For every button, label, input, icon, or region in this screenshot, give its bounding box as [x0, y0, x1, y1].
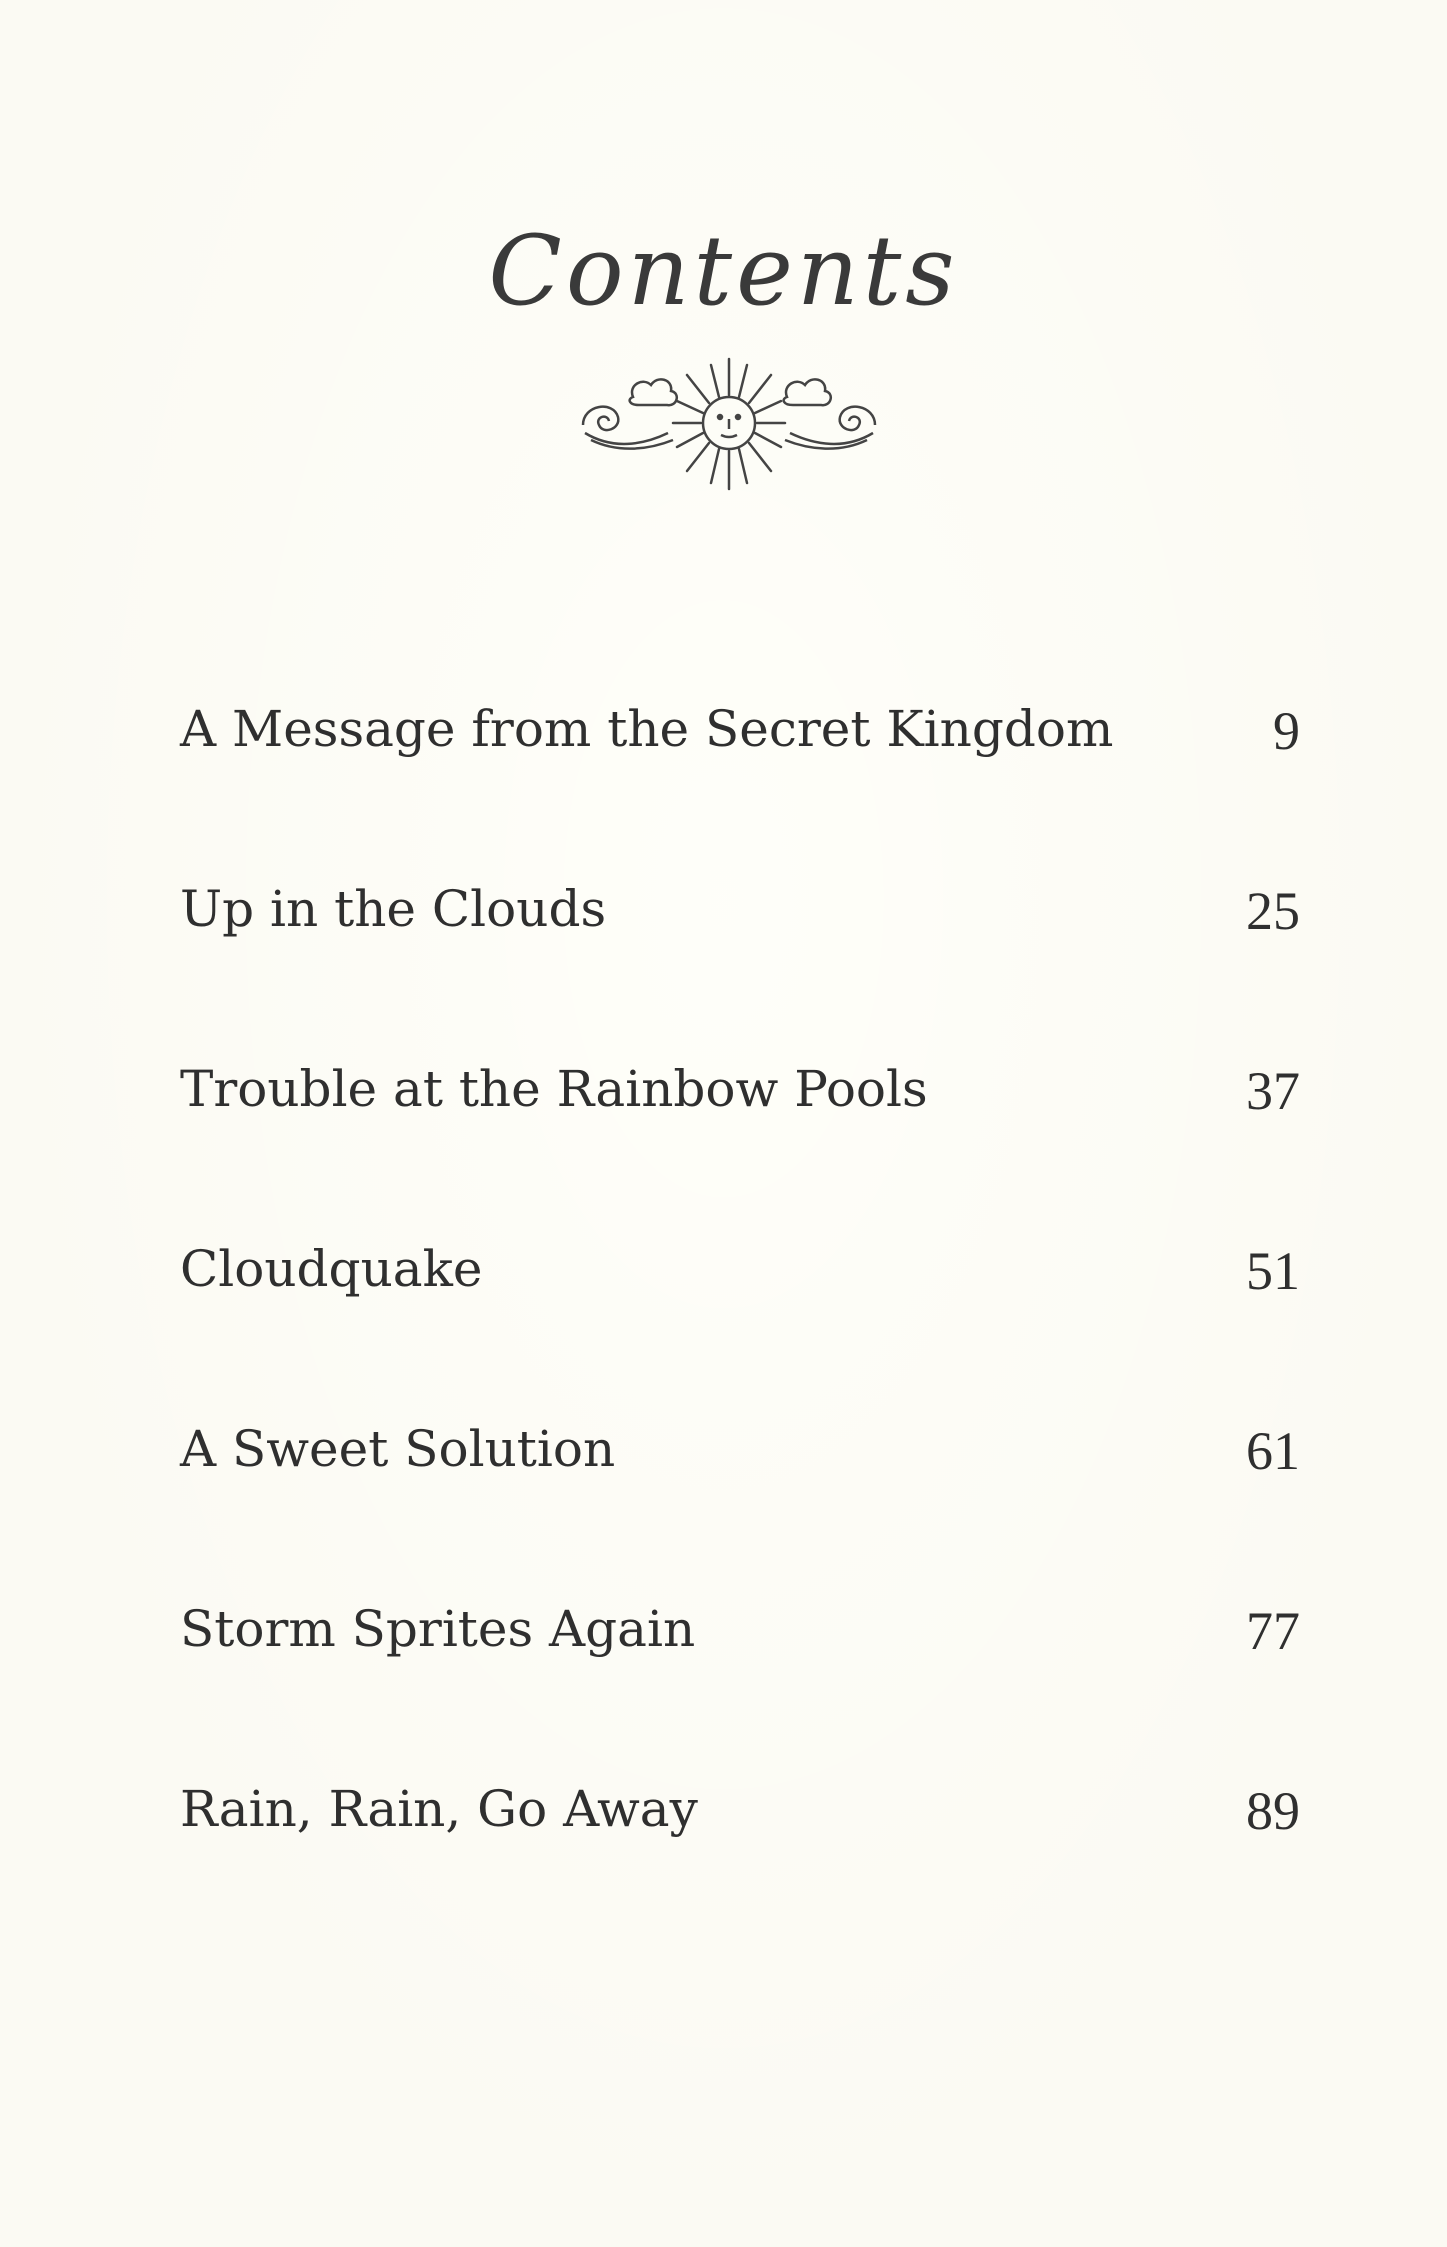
- toc-entry[interactable]: [180, 1240, 1300, 1420]
- table-of-contents: [180, 700, 1300, 1960]
- toc-entry[interactable]: [180, 1060, 1300, 1240]
- chapter-title: A Message from the Secret Kingdom: [180, 700, 1114, 758]
- chapter-title: Cloudquake: [180, 1240, 483, 1298]
- page-title: Contents: [488, 215, 959, 327]
- chapter-page-number: 9: [1273, 701, 1300, 761]
- chapter-page-number: 51: [1246, 1241, 1300, 1301]
- sun-with-clouds-ornament-icon: [573, 355, 885, 495]
- toc-entry[interactable]: [180, 700, 1300, 880]
- chapter-page-number: 89: [1246, 1781, 1300, 1841]
- toc-entry[interactable]: [180, 880, 1300, 1060]
- chapter-title: Storm Sprites Again: [180, 1600, 696, 1658]
- toc-entry[interactable]: [180, 1420, 1300, 1600]
- chapter-page-number: 37: [1246, 1061, 1300, 1121]
- chapter-page-number: 25: [1246, 881, 1300, 941]
- chapter-page-number: 61: [1246, 1421, 1300, 1481]
- chapter-title: Up in the Clouds: [180, 880, 607, 938]
- toc-entry[interactable]: [180, 1600, 1300, 1780]
- chapter-page-number: 77: [1246, 1601, 1300, 1661]
- toc-entry[interactable]: [180, 1780, 1300, 1960]
- chapter-title: A Sweet Solution: [180, 1420, 616, 1478]
- chapter-title: Rain, Rain, Go Away: [180, 1780, 698, 1838]
- chapter-title: Trouble at the Rainbow Pools: [180, 1060, 928, 1118]
